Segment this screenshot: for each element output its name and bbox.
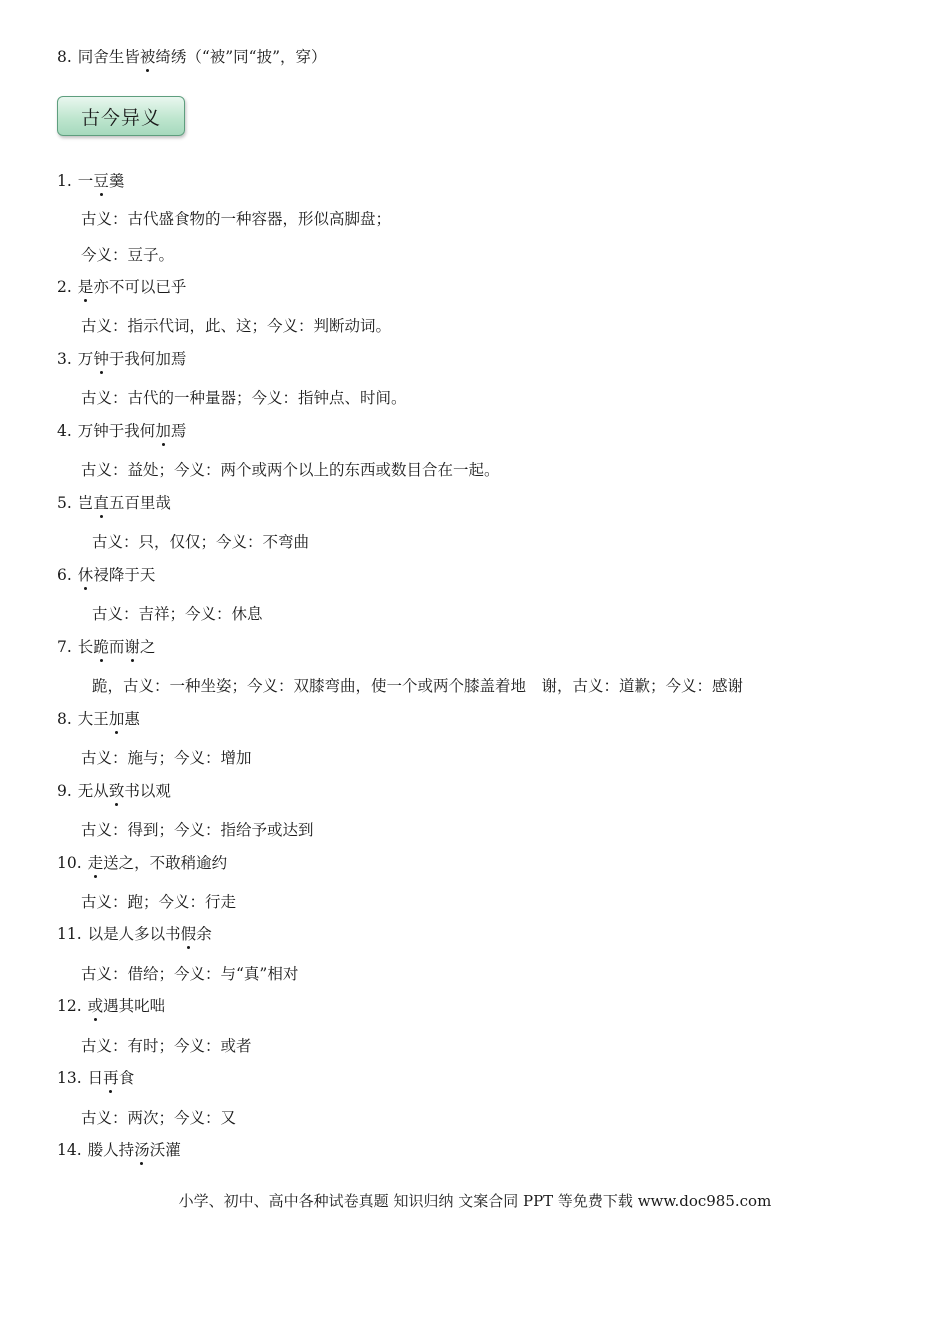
emphasis-char: 豆 <box>93 172 109 190</box>
item-text-mid: 而 <box>108 638 125 656</box>
item-text-pre: 一 <box>77 172 94 190</box>
emphasis-char: 钟 <box>93 350 109 368</box>
item-text-post: 之 <box>139 638 156 656</box>
emphasis-char: 加 <box>155 422 171 440</box>
explanation-line: 古义：跑；今义：行走 <box>81 893 237 911</box>
explanation-line: 今义：豆子。 <box>81 246 175 264</box>
item-text-post: 于我何加焉 <box>108 350 187 368</box>
list-item <box>57 421 186 441</box>
emphasis-char: 假 <box>180 925 197 943</box>
item-number: 3. <box>57 350 72 368</box>
list-item <box>57 493 171 513</box>
item-number: 8. <box>57 710 72 728</box>
item-number: 13. <box>57 1069 82 1087</box>
list-item <box>57 781 171 801</box>
item-number: 7. <box>57 638 72 656</box>
item-number: 12. <box>57 997 82 1015</box>
list-item <box>57 171 124 191</box>
explanation-line: 古义：施与；今义：增加 <box>81 749 252 767</box>
explanation-line: 古义：只，仅仅；今义：不弯曲 <box>92 533 310 551</box>
item-text-pre: 无从 <box>77 782 109 800</box>
emphasis-char: 跪 <box>93 638 109 656</box>
item-text-pre: 万钟于我何 <box>77 422 156 440</box>
item-number: 11. <box>57 925 82 943</box>
emphasis-char: 再 <box>103 1069 119 1087</box>
emphasis-char: 直 <box>93 494 109 512</box>
item-text-pre: 大王 <box>77 710 109 728</box>
emphasis-char: 或 <box>87 997 104 1015</box>
list-item <box>57 565 155 585</box>
emphasis-char: 走 <box>87 854 104 872</box>
item-text-post: 食 <box>118 1069 135 1087</box>
list-item <box>57 709 140 729</box>
explanation-line: 古义：有时；今义：或者 <box>81 1037 252 1055</box>
item-text-post: 祲降于天 <box>93 566 156 584</box>
item-number: 5. <box>57 494 72 512</box>
item-text-pre: 长 <box>77 638 94 656</box>
item-text-pre: 同舍生皆 <box>77 48 140 66</box>
explanation-line: 古义：得到；今义：指给予或达到 <box>81 821 314 839</box>
item-number: 14. <box>57 1141 82 1159</box>
list-item <box>57 277 186 297</box>
item-number: 1. <box>57 172 72 190</box>
explanation-line: 古义：指示代词，此、这；今义：判断动词。 <box>81 317 392 335</box>
explanation-line: 古义：古代的一种量器；今义：指钟点、时间。 <box>81 389 407 407</box>
item-text-post: 惠 <box>124 710 140 728</box>
item-text-post: 亦不可以已乎 <box>93 278 187 296</box>
list-item <box>57 637 155 657</box>
explanation-line: 古义：借给；今义：与“真”相对 <box>81 965 299 983</box>
item-number: 9. <box>57 782 72 800</box>
item-number: 2. <box>57 278 72 296</box>
emphasis-char: 致 <box>108 782 125 800</box>
item-text-post: 五百里哉 <box>108 494 171 512</box>
item-number: 4. <box>57 422 72 440</box>
item-text-post: 送之，不敢稍逾约 <box>103 854 228 872</box>
explanation-line: 古义：两次；今义：又 <box>81 1109 237 1127</box>
item-text-pre: 媵人持 <box>87 1141 135 1159</box>
item-text-post: 绮绣（“被”同“披”，穿） <box>155 48 327 66</box>
item-text-post: 遇其叱咄 <box>103 997 166 1015</box>
item-text-post: 余 <box>196 925 212 943</box>
item-text-post: 焉 <box>170 422 187 440</box>
list-item <box>57 1068 134 1088</box>
explanation-line: 跪，古义：一种坐姿；今义：双膝弯曲，使一个或两个膝盖着地 谢，古义：道歉；今义：感谢 <box>92 677 744 695</box>
page-footer: 小学、初中、高中各种试卷真题 知识归纳 文案合同 PPT 等免费下载 www.doc985.com <box>178 1192 772 1210</box>
list-item <box>57 924 212 944</box>
explanation-line: 古义：吉祥；今义：休息 <box>92 605 263 623</box>
emphasis-char: 汤 <box>134 1141 150 1159</box>
section-title: 古今异义 <box>57 96 185 136</box>
item-text-post: 沃灌 <box>149 1141 181 1159</box>
item-text-post: 书以观 <box>124 782 171 800</box>
list-item <box>57 853 227 873</box>
emphasis-char: 谢 <box>124 638 140 656</box>
emphasis-char: 休 <box>77 566 94 584</box>
item-text-pre: 岂 <box>77 494 94 512</box>
item-text-pre: 万 <box>77 350 94 368</box>
item-number: 8. <box>57 48 72 66</box>
explanation-line: 古义：古代盛食物的一种容器，形似高脚盘； <box>81 210 392 228</box>
list-item <box>57 47 327 67</box>
list-item <box>57 349 186 369</box>
list-item <box>57 996 165 1016</box>
explanation-line: 古义：益处；今义：两个或两个以上的东西或数目合在一起。 <box>81 461 500 479</box>
emphasis-char: 被 <box>139 48 156 66</box>
item-text-post: 羹 <box>108 172 125 190</box>
item-text-pre: 以是人多以书 <box>87 925 181 943</box>
item-number: 10. <box>57 854 82 872</box>
item-text-pre: 日 <box>87 1069 104 1087</box>
list-item <box>57 1140 181 1160</box>
item-number: 6. <box>57 566 72 584</box>
emphasis-char: 是 <box>77 278 94 296</box>
emphasis-char: 加 <box>108 710 125 728</box>
